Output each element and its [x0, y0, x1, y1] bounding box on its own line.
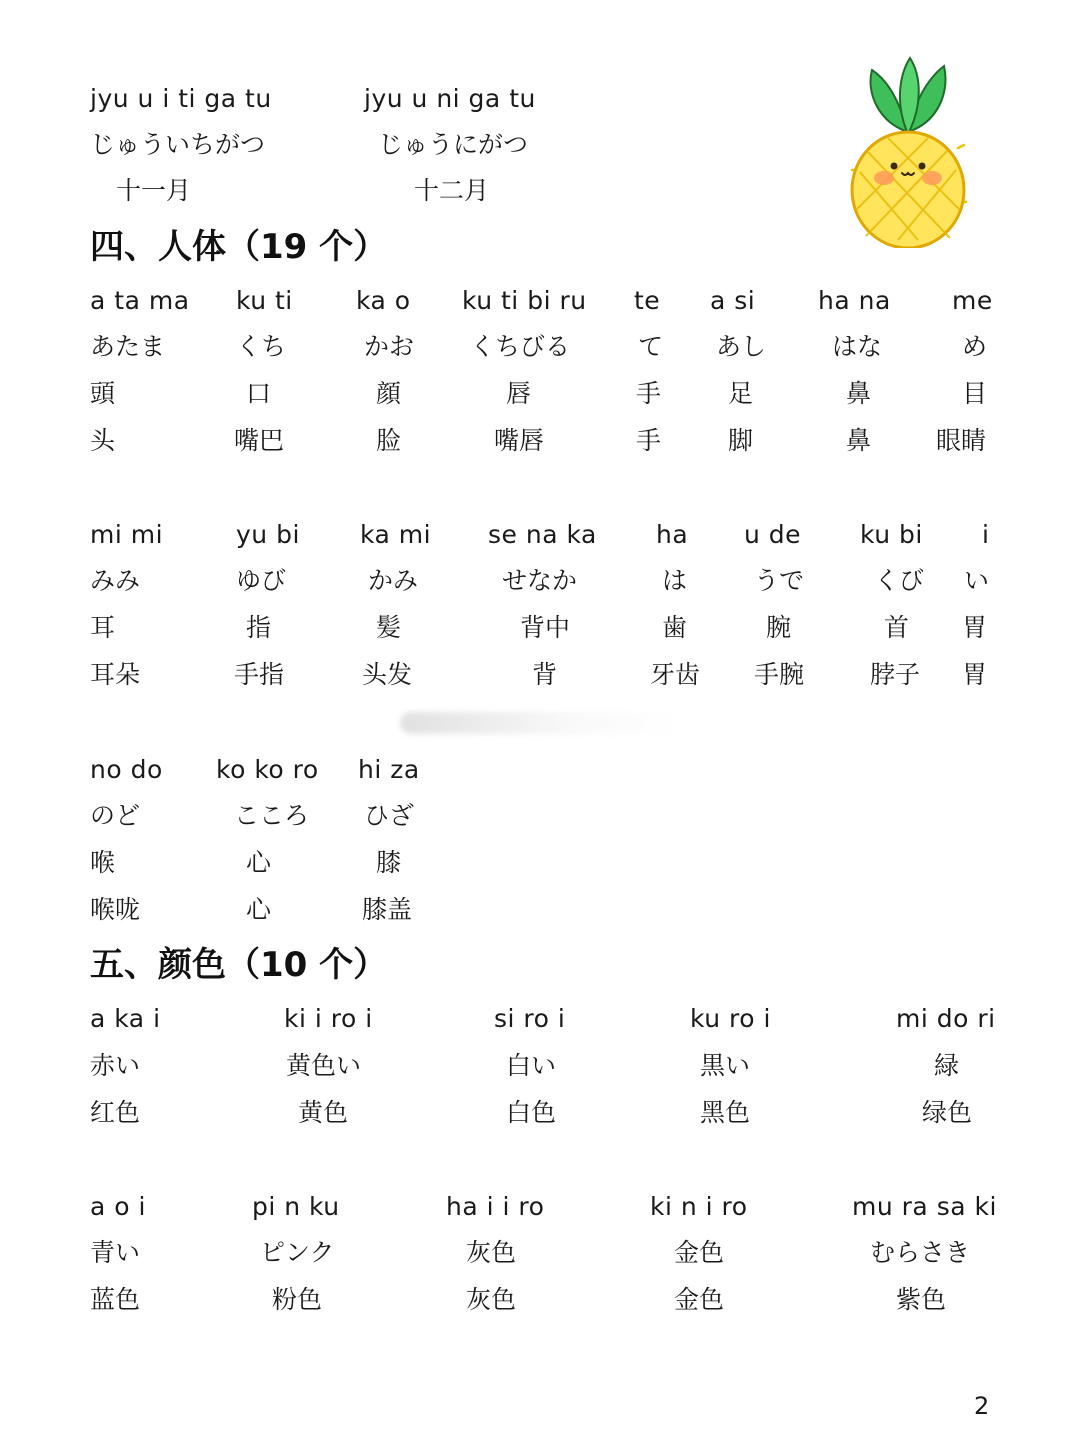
- vocab-zh: 喉咙: [90, 895, 141, 924]
- vocab-kanji: 膝: [376, 848, 402, 877]
- month-12-romaji: jyu u ni ga tu: [364, 84, 536, 113]
- vocab-kana: ゆび: [236, 566, 287, 595]
- vocab-zh: 黄色: [298, 1098, 349, 1127]
- vocab-kanji: 耳: [90, 613, 116, 642]
- vocab-romaji: no do: [90, 755, 163, 784]
- vocab-romaji: ki n i ro: [650, 1192, 748, 1221]
- vocab-romaji: ku bi: [860, 520, 923, 549]
- vocab-zh: 手: [636, 426, 662, 455]
- month-11-romaji: jyu u i ti ga tu: [90, 84, 272, 113]
- vocab-kana: くち: [236, 332, 287, 361]
- vocab-romaji: ha: [656, 520, 689, 549]
- vocab-kana: 赤い: [90, 1051, 141, 1080]
- vocab-kanji: 心: [246, 848, 272, 877]
- vocab-kana: くび: [874, 566, 925, 595]
- vocab-romaji: a ta ma: [90, 286, 190, 315]
- vocab-kana: 灰色: [466, 1238, 517, 1267]
- vocab-kanji: 唇: [506, 379, 532, 408]
- month-12-kana: じゅうにがつ: [378, 130, 529, 159]
- vocab-zh: 耳朵: [90, 660, 141, 689]
- vocab-romaji: ko ko ro: [216, 755, 319, 784]
- vocab-romaji: ka mi: [360, 520, 432, 549]
- vocab-zh: 绿色: [922, 1098, 973, 1127]
- vocab-kanji: 鼻: [846, 379, 872, 408]
- vocab-romaji: u de: [744, 520, 802, 549]
- vocab-kanji: 頭: [90, 379, 116, 408]
- vocab-romaji: ha na: [818, 286, 891, 315]
- vocab-zh: 红色: [90, 1098, 141, 1127]
- vocab-zh: 嘴巴: [234, 426, 285, 455]
- vocab-kanji: 手: [636, 379, 662, 408]
- vocab-kana: い: [964, 566, 990, 595]
- vocab-kanji: 喉: [90, 848, 116, 877]
- vocab-kana: 青い: [90, 1238, 141, 1267]
- vocab-kana: かみ: [368, 566, 419, 595]
- vocab-kana: あし: [716, 332, 767, 361]
- vocab-kana: はな: [832, 332, 883, 361]
- vocab-zh: 心: [246, 895, 272, 924]
- month-11-kana: じゅういちがつ: [90, 130, 266, 159]
- vocab-kanji: 口: [246, 379, 272, 408]
- vocab-kana: は: [662, 566, 688, 595]
- vocab-romaji: a ka i: [90, 1004, 161, 1033]
- vocab-zh: 鼻: [846, 426, 872, 455]
- vocab-zh: 金色: [674, 1285, 725, 1314]
- vocab-zh: 背: [532, 660, 558, 689]
- vocab-romaji: mi do ri: [896, 1004, 996, 1033]
- vocab-romaji: ku ti bi ru: [462, 286, 587, 315]
- vocab-zh: 灰色: [466, 1285, 517, 1314]
- vocab-zh: 牙齿: [650, 660, 701, 689]
- vocab-kana: あたま: [90, 332, 166, 361]
- month-12-zh: 十二月: [414, 176, 490, 205]
- vocab-kanji: 歯: [662, 613, 688, 642]
- vocab-zh: 脚: [728, 426, 754, 455]
- vocab-romaji: ha i i ro: [446, 1192, 545, 1221]
- vocab-zh: 手腕: [754, 660, 805, 689]
- vocab-zh: 头: [90, 426, 116, 455]
- vocab-zh: 黑色: [700, 1098, 751, 1127]
- vocab-romaji: yu bi: [236, 520, 300, 549]
- vocab-zh: 头发: [362, 660, 413, 689]
- vocab-zh: 嘴唇: [494, 426, 545, 455]
- vocab-romaji: se na ka: [488, 520, 597, 549]
- vocab-romaji: ku ro i: [690, 1004, 771, 1033]
- vocab-zh: 粉色: [272, 1285, 323, 1314]
- vocab-kanji: 髪: [376, 613, 402, 642]
- vocab-romaji: mu ra sa ki: [852, 1192, 997, 1221]
- vocab-zh: 膝盖: [362, 895, 413, 924]
- vocab-romaji: i: [982, 520, 990, 549]
- vocab-zh: 手指: [234, 660, 285, 689]
- vocab-kanji: 腕: [766, 613, 792, 642]
- vocab-kana: くちびる: [470, 332, 571, 361]
- vocab-kana: むらさき: [870, 1238, 971, 1267]
- vocab-romaji: te: [634, 286, 661, 315]
- vocab-kanji: 胃: [962, 613, 988, 642]
- vocab-zh: 蓝色: [90, 1285, 141, 1314]
- vocab-zh: 脖子: [870, 660, 921, 689]
- watermark-smear: [400, 712, 680, 734]
- vocab-kana: 金色: [674, 1238, 725, 1267]
- vocab-kanji: 指: [246, 613, 272, 642]
- month-11-zh: 十一月: [116, 176, 192, 205]
- vocab-kana: 黄色い: [286, 1051, 362, 1080]
- vocab-kana: かお: [364, 332, 415, 361]
- vocab-romaji: ka o: [356, 286, 411, 315]
- vocab-romaji: ki i ro i: [284, 1004, 373, 1033]
- vocab-kanji: 目: [962, 379, 988, 408]
- vocab-kana: ひざ: [364, 801, 415, 830]
- page-number: 2: [974, 1392, 990, 1420]
- vocab-kana: みみ: [90, 566, 141, 595]
- vocab-romaji: si ro i: [494, 1004, 566, 1033]
- vocab-romaji: mi mi: [90, 520, 164, 549]
- vocab-zh: 胃: [962, 660, 988, 689]
- vocab-romaji: hi za: [358, 755, 420, 784]
- vocab-kana: 白い: [506, 1051, 557, 1080]
- vocab-kana: め: [962, 332, 988, 361]
- vocab-kana: うで: [754, 566, 805, 595]
- pineapple-illustration: [838, 52, 978, 248]
- vocab-romaji: ku ti: [236, 286, 293, 315]
- vocab-zh: 白色: [506, 1098, 557, 1127]
- vocab-kana: こころ: [234, 801, 310, 830]
- vocab-kanji: 首: [884, 613, 910, 642]
- vocab-kana: ピンク: [260, 1238, 335, 1267]
- vocab-kanji: 背中: [520, 613, 571, 642]
- vocab-zh: 紫色: [896, 1285, 947, 1314]
- vocab-kana: 黒い: [700, 1051, 751, 1080]
- vocab-kana: のど: [90, 801, 141, 830]
- section-heading-colors: 五、颜色（10 个）: [90, 945, 388, 985]
- vocab-zh: 眼睛: [936, 426, 987, 455]
- vocab-romaji: a o i: [90, 1192, 146, 1221]
- section-heading-body: 四、人体（19 个）: [90, 227, 388, 267]
- vocab-romaji: a si: [710, 286, 756, 315]
- vocab-romaji: pi n ku: [252, 1192, 340, 1221]
- vocab-kana: て: [638, 332, 664, 361]
- vocab-kanji: 顔: [376, 379, 402, 408]
- vocab-zh: 脸: [376, 426, 402, 455]
- vocab-kana: 緑: [934, 1051, 960, 1080]
- vocab-kana: せなか: [502, 566, 578, 595]
- vocab-kanji: 足: [728, 379, 754, 408]
- vocab-romaji: me: [952, 286, 993, 315]
